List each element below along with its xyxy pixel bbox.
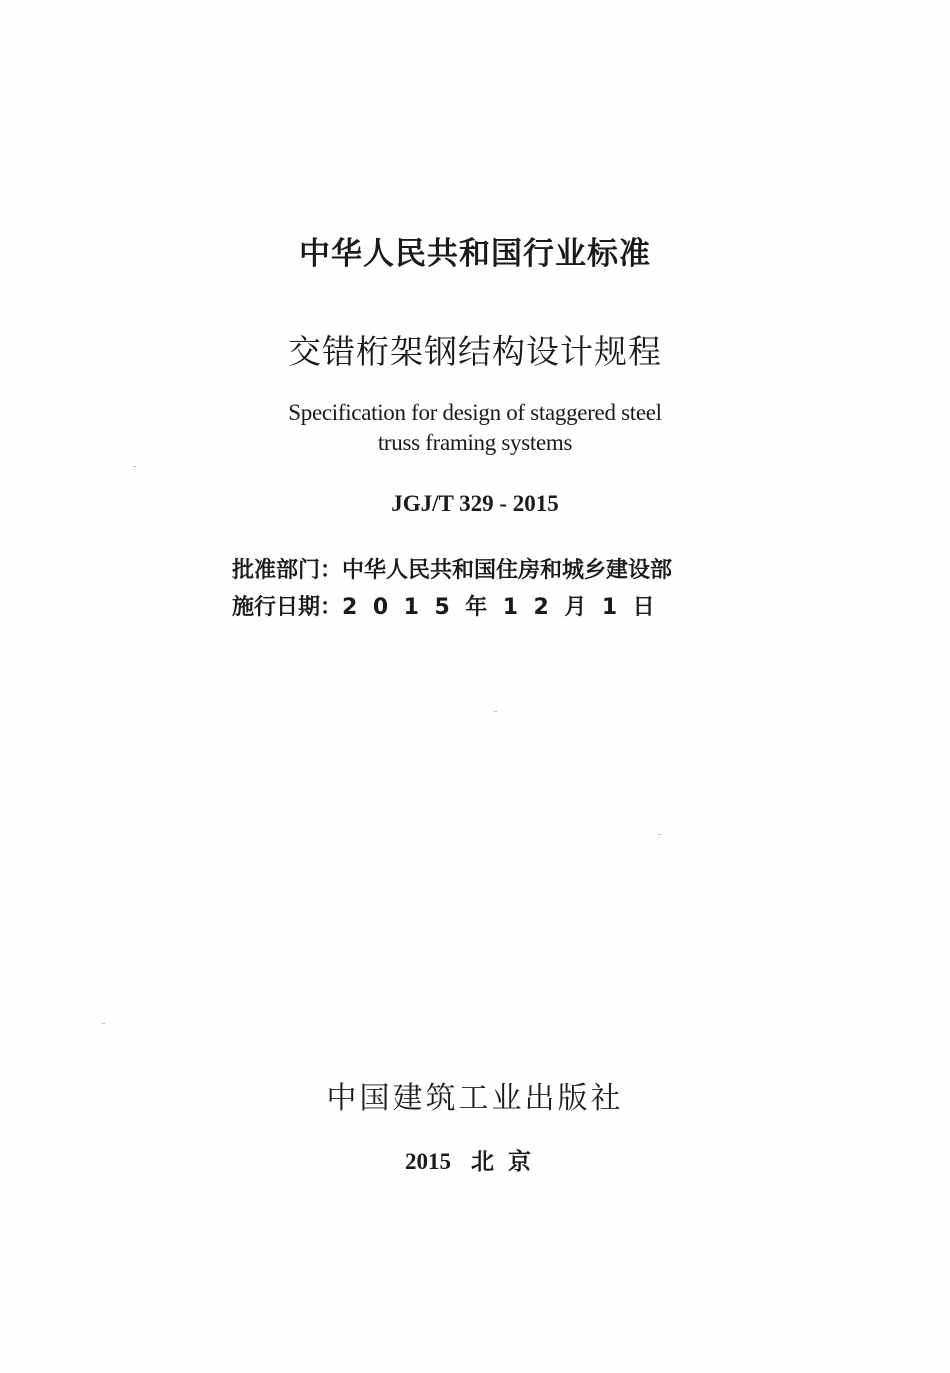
title-english-line-2: truss framing systems xyxy=(377,430,573,455)
approval-label: 批准部门： xyxy=(232,558,343,583)
publication-city: 北京 xyxy=(471,1149,545,1174)
standard-code: JGJ/T 329 - 2015 xyxy=(391,491,559,516)
publication-year: 2015 xyxy=(405,1149,451,1174)
title-english xyxy=(0,398,950,458)
publication-place xyxy=(0,1143,950,1176)
effective-label: 施行日期： xyxy=(232,595,343,620)
standard-category: 中华人民共和国行业标准 xyxy=(299,236,651,272)
scan-speck xyxy=(494,711,497,712)
effective-value: 2015年12月1日 xyxy=(342,595,671,620)
title-chinese: 交错桁架钢结构设计规程 xyxy=(288,332,662,371)
approval-value: 中华人民共和国住房和城乡建设部 xyxy=(342,558,673,583)
effective-date xyxy=(232,590,670,621)
approval-department xyxy=(232,553,672,584)
scan-speck xyxy=(658,834,661,835)
scan-speck xyxy=(102,1023,105,1024)
publisher-name: 中国建筑工业出版社 xyxy=(326,1081,624,1116)
scan-speck xyxy=(133,466,136,467)
title-english-line-1: Specification for design of staggered steel xyxy=(288,400,662,425)
